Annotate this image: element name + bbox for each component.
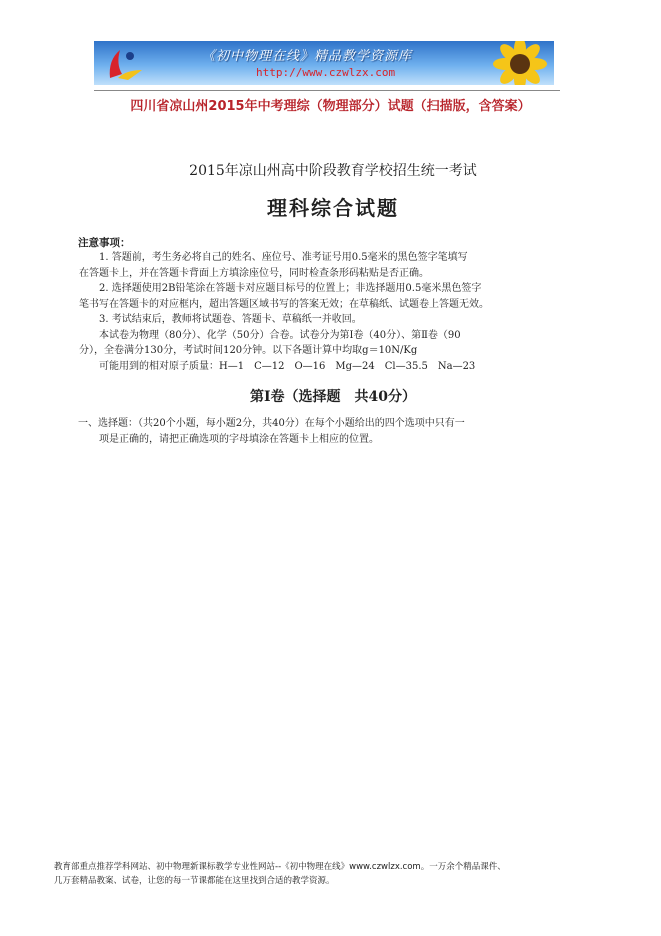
section-title: 第Ⅰ卷（选择题 共40分）: [249, 389, 417, 405]
notice-1-line-1: 1. 答题前，考生务必将自己的姓名、座位号、准考证号用0.5毫米的黑色签字笔填写: [99, 252, 468, 263]
banner-title: 《初中物理在线》精品教学资源库: [202, 49, 413, 64]
footer-line-2: 几万套精品教案、试卷，让您的每一节课都能在这里找到合适的教学资源。: [54, 876, 335, 886]
document-title: 四川省凉山州2015年中考理综（物理部分）试题（扫描版，含答案）: [130, 99, 531, 114]
footer-line-1: 教育部重点推荐学科网站、初中物理新课标教学专业性网站--《初中物理在线》www.czwlzx.com。一万余个精品课件、: [54, 862, 506, 872]
exam-title: 2015年凉山州高中阶段教育学校招生统一考试: [189, 163, 477, 179]
site-logo-icon: [104, 44, 148, 82]
site-banner: [94, 41, 554, 85]
question-intro-line-2: 项是正确的，请把正确选项的字母填涂在答题卡上相应的位置。: [99, 433, 379, 445]
notice-1-line-2: 在答题卡上，并在答题卡背面上方填涂座位号，同时检查条形码粘贴是否正确。: [79, 267, 429, 279]
atomic-mass-line: 可能用到的相对原子质量：H—1 C—12 O—16 Mg—24 Cl—35.5 Na—23: [99, 360, 476, 372]
notice-2-line-1: 2. 选择题使用2B铅笔涂在答题卡对应题目标号的位置上；非选择题用0.5毫米黑色签字: [99, 283, 482, 294]
notice-3: 3. 考试结束后，教师将试题卷、答题卡、草稿纸一并收回。: [99, 314, 362, 325]
question-intro-line-1: 一、选择题：（共20个小题，每小题2分，共40分）在每个小题给出的四个选项中只有一: [78, 418, 465, 429]
subject-title: 理科综合试题: [267, 196, 399, 220]
scanned-exam-page: [78, 160, 588, 447]
banner-url[interactable]: http://www.czwlzx.com: [256, 66, 396, 79]
notice-heading: 注意事项：: [78, 237, 131, 249]
header-divider: [94, 90, 560, 91]
notice-2-line-2: 笔书写在答题卡的对应框内，超出答题区域书写的答案无效；在草稿纸、试题卷上答题无效。: [79, 298, 489, 310]
exam-info-line-2: 分），全卷满分130分，考试时间120分钟。以下各题计算中均取g＝10N/Kg: [79, 345, 418, 356]
exam-info-line-1: 本试卷为物理（80分）、化学（50分）合卷。试卷分为第Ⅰ卷（40分）、第Ⅱ卷（90: [99, 329, 461, 341]
page-footer: [54, 860, 609, 888]
sunflower-icon: [480, 41, 554, 85]
